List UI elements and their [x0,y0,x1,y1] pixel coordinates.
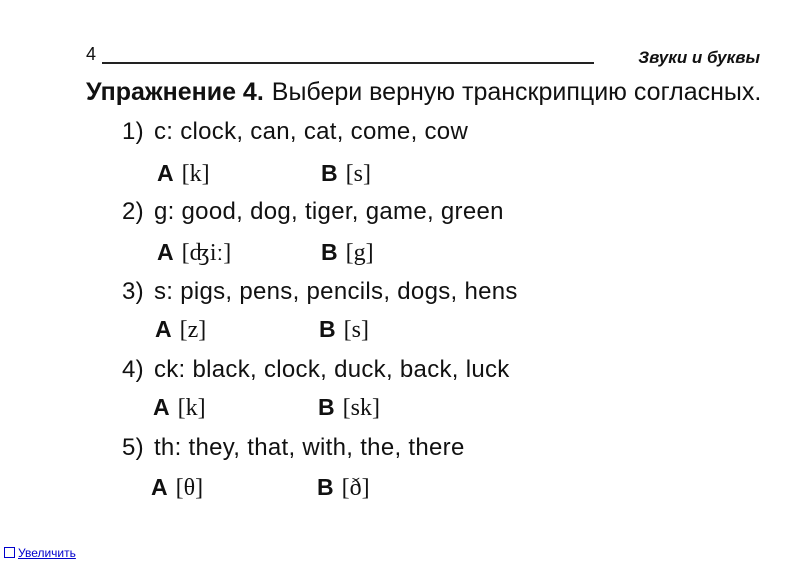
transcription: [s] [345,161,371,187]
transcription: [z] [179,317,207,343]
exercise-heading [86,78,761,107]
item-words: c: clock, can, cat, come, cow [153,118,469,145]
item-number: 4) [122,356,144,383]
option-a [151,474,203,502]
option-letter: A [155,316,172,342]
exercise-item-5 [122,434,465,462]
option-letter: A [151,474,168,500]
page-number: 4 [86,44,97,64]
exercise-label: Упражнение 4. [86,78,264,106]
transcription: [sk] [342,395,380,421]
option-letter: A [153,394,170,420]
item-number: 2) [122,198,144,225]
option-a [157,160,210,188]
zoom-icon [4,547,15,558]
item-words: s: pigs, pens, pencils, dogs, hens [153,278,518,305]
item-number: 5) [122,434,144,461]
transcription: [θ] [175,475,204,501]
option-letter: B [321,160,338,186]
exercise-item-3 [122,278,518,306]
exercise-item-2 [122,198,504,226]
option-letter: B [321,239,338,265]
option-b [321,160,371,188]
page-header [86,44,760,70]
option-a [153,394,206,422]
item-words: th: they, that, with, the, there [153,434,465,461]
transcription: [s] [343,317,369,343]
zoom-link-label: Увеличить [18,546,76,560]
option-letter: A [157,239,174,265]
item-words: g: good, dog, tiger, game, green [153,198,504,225]
option-b [317,474,370,502]
transcription: [k] [177,395,206,421]
exercise-instruction: Выбери верную транскрипцию согласных. [271,78,762,106]
transcription: [ð] [341,475,370,501]
option-letter: B [319,316,336,342]
header-rule [102,62,594,64]
option-letter: B [318,394,335,420]
transcription: [k] [181,161,210,187]
option-letter: A [157,160,174,186]
option-b [319,316,369,344]
option-b [321,239,374,267]
zoom-link[interactable] [4,546,76,560]
item-number: 3) [122,278,144,305]
transcription: [g] [345,240,374,266]
option-a [155,316,206,344]
option-a [157,239,231,267]
option-b [318,394,380,422]
exercise-item-4 [122,356,510,384]
option-letter: B [317,474,334,500]
item-number: 1) [122,118,144,145]
transcription: [ʤiː] [181,240,232,266]
exercise-item-1 [122,118,468,146]
section-title: Звуки и буквы [638,48,760,67]
item-words: ck: black, clock, duck, back, luck [153,356,510,383]
